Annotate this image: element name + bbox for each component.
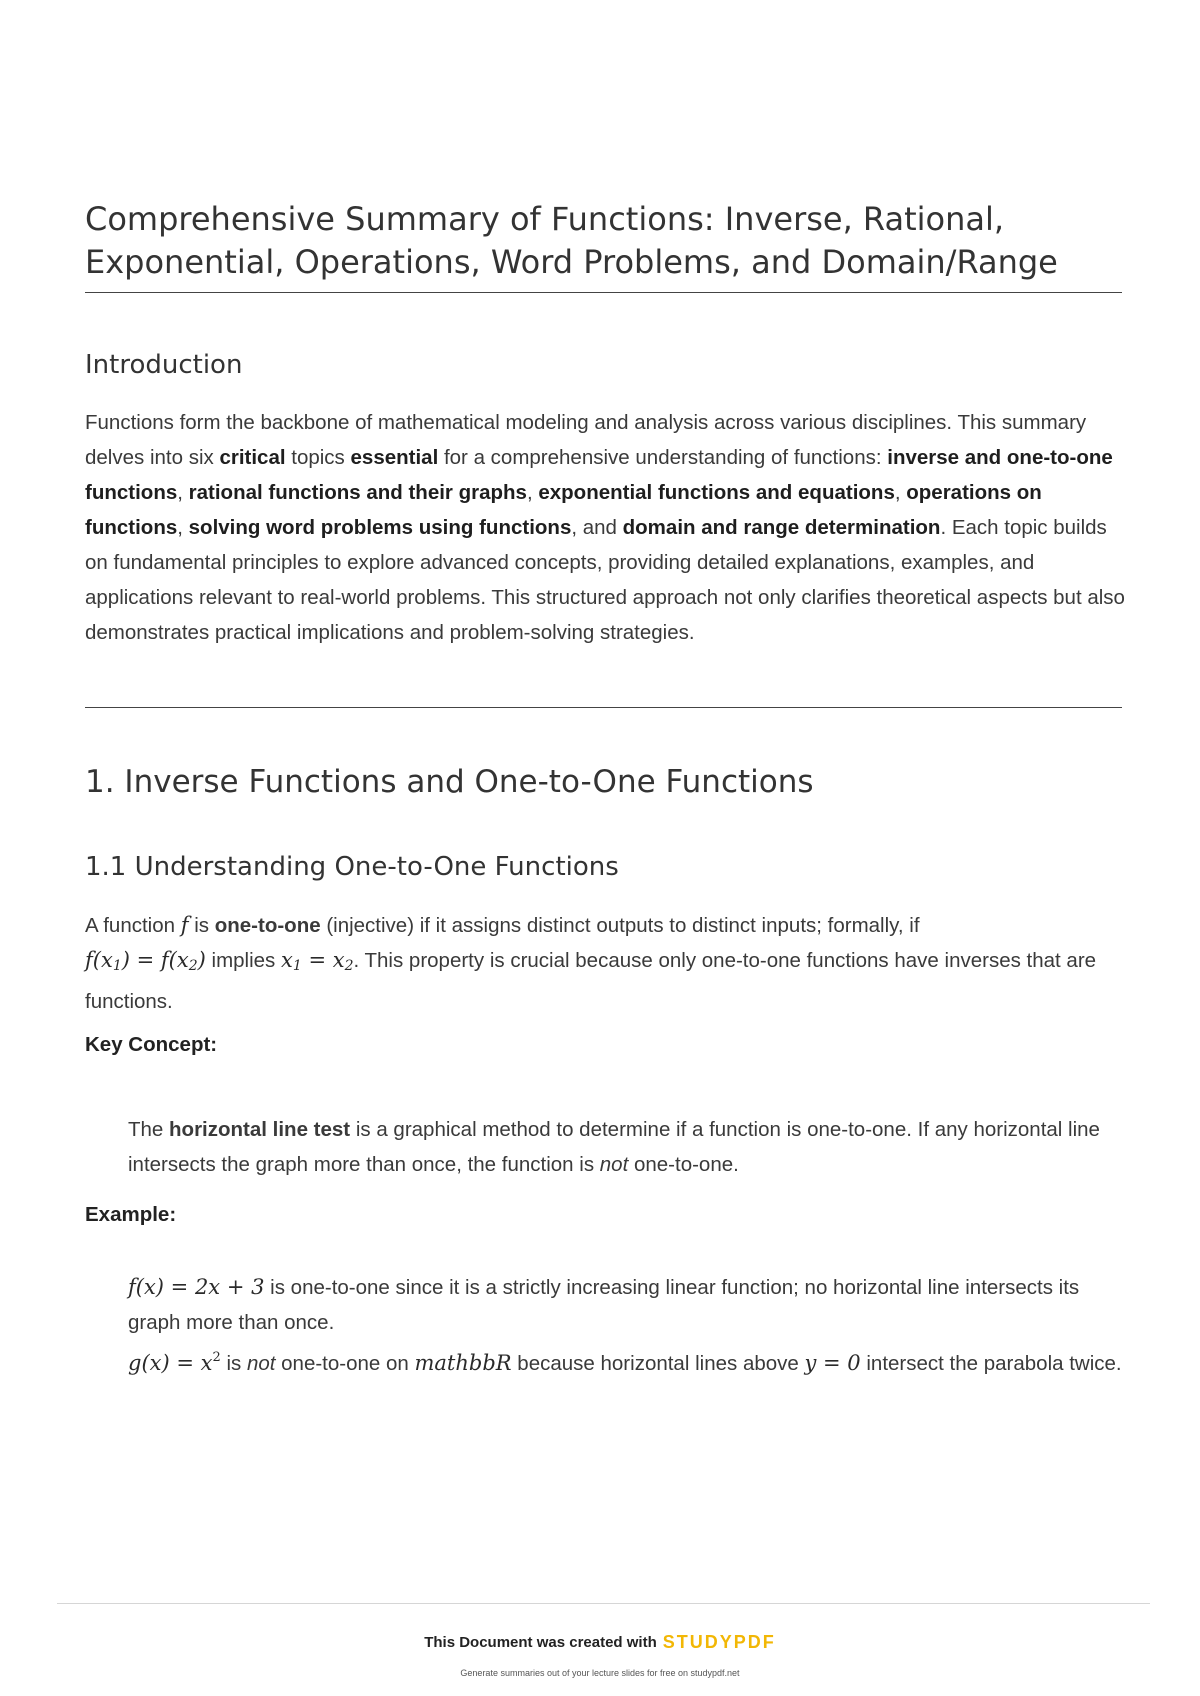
footer-small-text: Generate summaries out of your lecture slides for free on studypdf.net bbox=[460, 1668, 740, 1678]
section-divider bbox=[85, 707, 1122, 708]
example-item: $g(x) = x^2$ is not one-to-one on mathbbR because horizontal lines above y = 0 intersect the parabola twice. bbox=[128, 1350, 1122, 1375]
footer bbox=[0, 1632, 1200, 1678]
footer-created-text: This Document was created with bbox=[424, 1634, 657, 1651]
introduction-heading: Introduction bbox=[85, 350, 243, 380]
key-concept-label: Key Concept: bbox=[85, 1033, 218, 1056]
document-title: Comprehensive Summary of Functions: Inverse, Rational, Exponential, Operations, Word Problems, and Domain/Range bbox=[85, 198, 1122, 293]
introduction-paragraph: Functions form the backbone of mathematical modeling and analysis across various disciplines. This summary delves into six critical topics essential for a comprehensive understanding of functions: inverse and one-to-one functions, rational functions and their graphs, exponential functions and equations, operations on functions, solving word problems using functions, and domain and range determination. Each topic builds on fundamental principles to explore advanced concepts, providing detailed explanations, examples, and applications relevant to real-world problems. This structured approach not only clarifies theoretical aspects but also demonstrates practical implications and problem-solving strategies. bbox=[85, 411, 1125, 644]
example-item: f(x) = 2x + 3 is one-to-one since it is a strictly increasing linear function; no horizontal line intersects its graph more than once. bbox=[128, 1275, 1080, 1334]
example-label: Example: bbox=[85, 1203, 177, 1226]
one-to-one-definition: A function f is one-to-one (injective) if it assigns distinct outputs to distinct inputs; formally, if $f(x_1) = f(x_2)$ implies $x_1 = x_2$. This property is crucial because only one-to-one functions have inverses that are functions. bbox=[85, 913, 1097, 1013]
subsection-1-1-heading: 1.1 Understanding One-to-One Functions bbox=[85, 852, 619, 882]
footer-divider bbox=[57, 1603, 1150, 1604]
section-1-heading: 1. Inverse Functions and One-to-One Functions bbox=[85, 764, 814, 800]
key-concept-quote: The horizontal line test is a graphical method to determine if a function is one-to-one. If any horizontal line intersects the graph more than once, the function is not one-to-one. bbox=[128, 1118, 1100, 1176]
studypdf-logo[interactable]: STUDYPDF bbox=[662, 1632, 776, 1652]
